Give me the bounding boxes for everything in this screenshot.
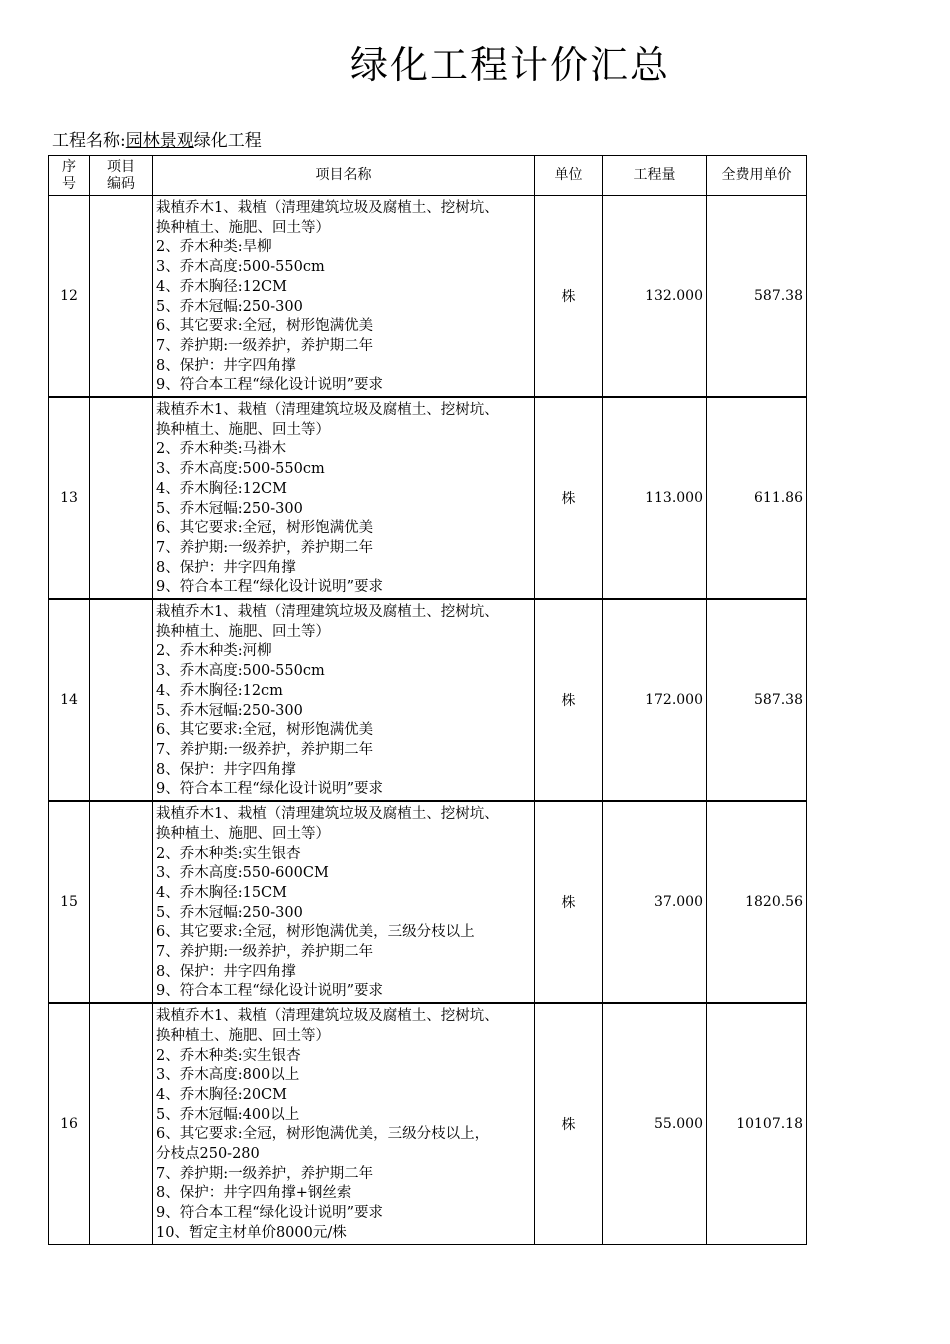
description-line: 4、乔木胸径:20CM	[156, 1086, 288, 1103]
row-quantity: 132.000	[603, 196, 707, 398]
project-name-underlined: 园林景观	[125, 131, 194, 151]
description-line: 6、其它要求:全冠，树形饱满优美	[156, 722, 374, 739]
description-line: 4、乔木胸径:12CM	[156, 278, 288, 295]
row-unit: 株	[535, 599, 603, 801]
row-quantity: 55.000	[603, 1003, 707, 1244]
header-seq-text: 序号	[61, 158, 76, 192]
description-line: 2、乔木种类:河柳	[156, 643, 272, 660]
row-seq: 14	[49, 599, 90, 801]
row-code	[90, 196, 153, 398]
description-line: 换种植土、施肥、回土等）	[156, 421, 330, 438]
row-unit-price: 1820.56	[707, 801, 807, 1003]
description-line: 7、养护期:一级养护，养护期二年	[156, 944, 374, 961]
row-unit-price: 10107.18	[707, 1003, 807, 1244]
row-item-description	[153, 1003, 535, 1244]
description-line: 9、符合本工程“绿化设计说明”要求	[156, 983, 384, 1000]
description-line: 2、乔木种类:实生银杏	[156, 1047, 301, 1064]
row-quantity: 172.000	[603, 599, 707, 801]
row-unit-price: 587.38	[707, 196, 807, 398]
description-line: 8、保护：井字四角撑	[156, 761, 296, 778]
header-code	[90, 156, 153, 196]
description-line: 4、乔木胸径:12CM	[156, 480, 288, 497]
description-line: 栽植乔木1、栽植（清理建筑垃圾及腐植土、挖树坑、	[156, 200, 499, 216]
row-item-description	[153, 599, 535, 801]
table-header-row	[49, 156, 807, 196]
row-code	[90, 599, 153, 801]
row-seq: 13	[49, 397, 90, 599]
row-quantity: 113.000	[603, 397, 707, 599]
table-row	[49, 801, 807, 1003]
description-line: 3、乔木高度:500-550cm	[156, 663, 325, 680]
header-name: 项目名称	[153, 156, 535, 196]
pricing-summary-table	[48, 155, 807, 1245]
table-row	[49, 1003, 807, 1244]
header-price: 全费用单价	[707, 156, 807, 196]
description-line: 3、乔木高度:800以上	[156, 1067, 300, 1084]
description-line: 7、养护期:一级养护，养护期二年	[156, 741, 374, 758]
row-unit: 株	[535, 196, 603, 398]
description-line: 8、保护：井字四角撑	[156, 963, 296, 980]
row-code	[90, 1003, 153, 1244]
description-line: 7、养护期:一级养护，养护期二年	[156, 1165, 374, 1182]
description-line: 6、其它要求:全冠，树形饱满优美，三级分枝以上	[156, 924, 475, 941]
description-line: 栽植乔木1、栽植（清理建筑垃圾及腐植土、挖树坑、	[156, 806, 499, 823]
project-name-line	[52, 126, 262, 151]
description-line: 栽植乔木1、栽植（清理建筑垃圾及腐植土、挖树坑、	[156, 604, 499, 621]
description-line: 9、符合本工程“绿化设计说明”要求	[156, 579, 384, 596]
description-line: 9、符合本工程“绿化设计说明”要求	[156, 1205, 384, 1222]
description-line: 5、乔木冠幅:250-300	[156, 702, 303, 719]
description-line: 5、乔木冠幅:250-300	[156, 298, 303, 315]
table-row	[49, 599, 807, 801]
description-line: 9、符合本工程“绿化设计说明”要求	[156, 781, 384, 798]
description-line: 3、乔木高度:500-550cm	[156, 259, 325, 276]
description-line: 换种植土、施肥、回土等）	[156, 1027, 330, 1044]
row-unit: 株	[535, 1003, 603, 1244]
row-item-description	[153, 397, 535, 599]
table-row	[49, 196, 807, 398]
description-line: 10、暂定主材单价8000元/株	[156, 1224, 347, 1241]
description-line: 8、保护：井字四角撑	[156, 357, 296, 374]
description-line: 4、乔木胸径:15CM	[156, 884, 288, 901]
description-line: 5、乔木冠幅:250-300	[156, 500, 303, 517]
description-line: 栽植乔木1、栽植（清理建筑垃圾及腐植土、挖树坑、	[156, 402, 499, 419]
description-line: 分枝点250-280	[156, 1146, 260, 1163]
description-line: 2、乔木种类:实生银杏	[156, 845, 301, 862]
row-seq: 16	[49, 1003, 90, 1244]
row-code	[90, 397, 153, 599]
row-item-description	[153, 196, 535, 398]
description-line: 6、其它要求:全冠，树形饱满优美	[156, 520, 374, 537]
document-title: 绿化工程计价汇总	[349, 43, 670, 87]
row-code	[90, 801, 153, 1003]
description-line: 9、符合本工程“绿化设计说明”要求	[156, 377, 384, 394]
description-line: 7、养护期:一级养护，养护期二年	[156, 539, 374, 556]
description-line: 5、乔木冠幅:400以上	[156, 1106, 300, 1123]
description-line: 换种植土、施肥、回土等）	[156, 623, 330, 640]
row-item-description	[153, 801, 535, 1003]
header-seq	[49, 156, 90, 196]
row-unit: 株	[535, 397, 603, 599]
description-line: 2、乔木种类:旱柳	[156, 239, 272, 256]
row-seq: 12	[49, 196, 90, 398]
row-seq: 15	[49, 801, 90, 1003]
project-name-rest: 绿化工程	[193, 131, 262, 151]
header-code-text: 项目编码	[106, 158, 135, 192]
description-line: 6、其它要求:全冠，树形饱满优美，三级分枝以上，	[156, 1126, 490, 1143]
description-line: 4、乔木胸径:12cm	[156, 682, 283, 699]
description-line: 7、养护期:一级养护，养护期二年	[156, 337, 374, 354]
description-line: 栽植乔木1、栽植（清理建筑垃圾及腐植土、挖树坑、	[156, 1008, 499, 1025]
project-name-label: 工程名称:	[52, 131, 126, 151]
row-unit: 株	[535, 801, 603, 1003]
description-line: 2、乔木种类:马褂木	[156, 441, 287, 458]
table-row	[49, 397, 807, 599]
description-line: 3、乔木高度:550-600CM	[156, 865, 329, 882]
table-body	[49, 196, 807, 1245]
description-line: 换种植土、施肥、回土等）	[156, 825, 330, 842]
row-quantity: 37.000	[603, 801, 707, 1003]
header-qty: 工程量	[603, 156, 707, 196]
row-unit-price: 611.86	[707, 397, 807, 599]
header-unit: 单位	[535, 156, 603, 196]
description-line: 3、乔木高度:500-550cm	[156, 461, 325, 478]
description-line: 8、保护：井字四角撑	[156, 559, 296, 576]
description-line: 8、保护：井字四角撑+钢丝索	[156, 1185, 352, 1202]
description-line: 换种植土、施肥、回土等）	[156, 219, 330, 236]
description-line: 5、乔木冠幅:250-300	[156, 904, 303, 921]
row-unit-price: 587.38	[707, 599, 807, 801]
description-line: 6、其它要求:全冠，树形饱满优美	[156, 318, 374, 335]
